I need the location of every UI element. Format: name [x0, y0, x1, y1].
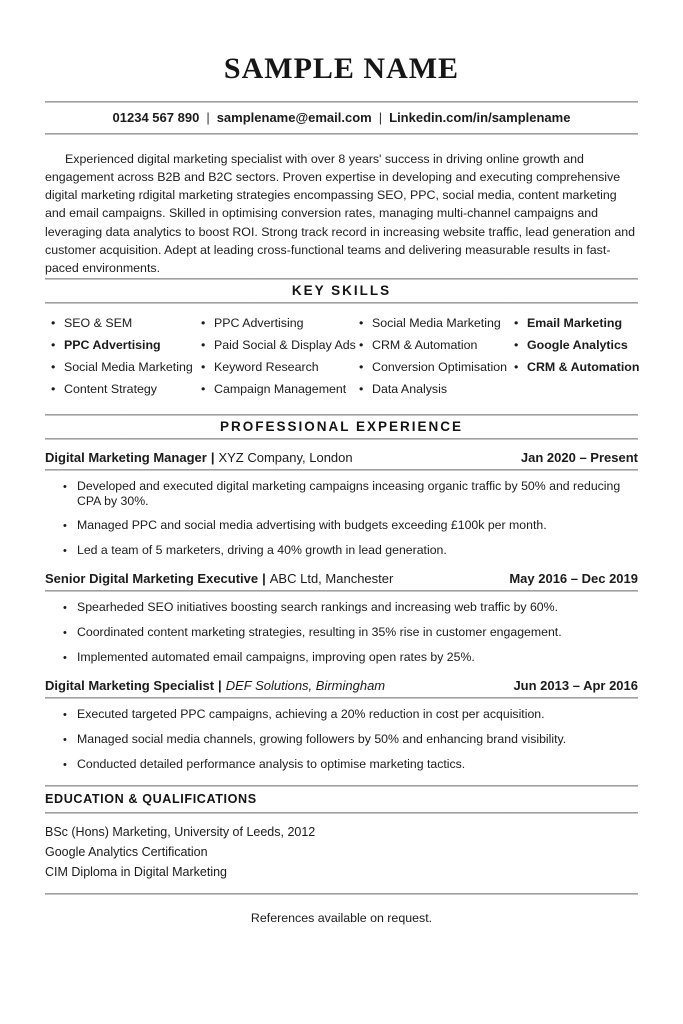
bullet-icon: • [201, 381, 206, 396]
candidate-name: SAMPLE NAME [223, 52, 460, 85]
bullet-text: Spearheded SEO initiatives boosting search rankings and increasing web traffic by 60%. [77, 599, 558, 614]
skills-column-4 [514, 316, 644, 404]
skill-item [51, 338, 201, 360]
summary-paragraph: Experienced digital marketing specialist with over 8 years' success in driving online growth and engagement across B2B and B2C sectors. Proven expertise in developing and executing comprehensive digital marketing rdigital marketing strategies encompassing SEO, PPC, social media, content marketing and email campaigns. Skilled in optimising conversion rates, managing multi-channel campaigns and leveraging data analytics to boost ROI. Strong track record in increasing website traffic, lead generation and customer acquisition. Adept at leading cross-functional teams and delivering measurable results in fast-paced environments. [45, 151, 636, 276]
contact-separator: | [378, 109, 383, 125]
experience-list [45, 440, 638, 773]
skill-item [359, 382, 514, 404]
job-separator: | [218, 677, 222, 693]
job-separator: | [262, 570, 266, 586]
key-skills-heading: KEY SKILLS [291, 282, 392, 298]
bullet-icon: • [63, 626, 67, 639]
job-company: ABC Ltd, Manchester [269, 570, 394, 586]
bullet-icon: • [63, 519, 67, 532]
skill-label: Keyword Research [214, 359, 319, 374]
skill-label: PPC Advertising [214, 315, 304, 330]
job-bullet [63, 650, 638, 666]
skills-column-1 [51, 316, 201, 404]
job-separator: | [210, 449, 215, 465]
bullet-icon: • [63, 601, 67, 614]
bullet-icon: • [63, 758, 67, 771]
contact-line [45, 103, 638, 133]
job-title-company [45, 571, 393, 586]
bullet-icon: • [51, 381, 56, 396]
bullet-icon: • [514, 337, 519, 352]
skill-item [201, 360, 359, 382]
job-entry-1 [45, 450, 638, 559]
education-item: CIM Diploma in Digital Marketing [45, 864, 228, 879]
bullet-icon: • [51, 315, 56, 330]
references-note: References available on request. [250, 910, 433, 925]
resume-document [45, 0, 638, 925]
phone-number: 01234 567 890 [112, 109, 200, 125]
bullet-text: Implemented automated email campaigns, improving open rates by 25%. [77, 649, 475, 664]
skill-item [51, 316, 201, 338]
skills-column-2 [201, 316, 359, 404]
skill-label: CRM & Automation [372, 337, 478, 352]
job-company: XYZ Company, London [218, 449, 353, 465]
bullet-icon: • [63, 708, 67, 721]
bullet-icon: • [201, 359, 206, 374]
job-bullet [63, 479, 638, 509]
skill-item [201, 382, 359, 404]
job-bullet [63, 707, 638, 723]
bullet-text: Managed social media channels, growing followers by 50% and enhancing brand visibility. [77, 731, 567, 746]
job-dates: May 2016 – Dec 2019 [509, 570, 638, 586]
bullet-icon: • [51, 337, 56, 352]
skill-label: PPC Advertising [64, 337, 161, 352]
job-bullet [63, 543, 638, 559]
bullet-icon: • [359, 381, 364, 396]
education-list [45, 814, 638, 893]
bullet-icon: • [201, 315, 206, 330]
contact-separator: | [206, 109, 210, 125]
email-address: samplename@email.com [216, 109, 372, 125]
skill-item [201, 316, 359, 338]
job-bullet [63, 625, 638, 641]
divider-above-references [45, 893, 638, 895]
job-entry-2 [45, 571, 638, 666]
job-title-company [45, 678, 385, 693]
skill-label: Campaign Management [214, 381, 347, 396]
skill-label: CRM & Automation [527, 359, 640, 374]
bullet-text: Managed PPC and social media advertising with budgets exceeding £100k per month. [77, 517, 547, 532]
bullet-icon: • [63, 544, 67, 557]
bullet-icon: • [63, 480, 67, 493]
bullet-text: Coordinated content marketing strategies, resulting in 35% rise in customer engagement. [77, 624, 562, 639]
skill-label: Content Strategy [64, 381, 157, 396]
skill-item [201, 338, 359, 360]
bullet-text: Led a team of 5 marketers, driving a 40% growth in lead generation. [77, 542, 447, 557]
skills-column-3 [359, 316, 514, 404]
job-dates: Jun 2013 – Apr 2016 [513, 677, 638, 693]
skill-label: Data Analysis [372, 381, 448, 396]
bullet-icon: • [51, 359, 56, 374]
bullet-icon: • [514, 359, 519, 374]
job-bullet-list [45, 471, 638, 559]
skill-item [51, 360, 201, 382]
skill-label: SEO & SEM [64, 315, 133, 330]
skill-item [514, 338, 644, 360]
skill-item [51, 382, 201, 404]
job-header [45, 678, 638, 693]
job-company: DEF Solutions, Birmingham [225, 677, 386, 693]
bullet-icon: • [63, 733, 67, 746]
bullet-text: Conducted detailed performance analysis to optimise marketing tactics. [77, 756, 466, 771]
education-heading: EDUCATION & QUALIFICATIONS [45, 791, 257, 806]
job-header [45, 450, 638, 465]
job-dates: Jan 2020 – Present [520, 449, 638, 465]
bullet-icon: • [201, 337, 206, 352]
job-title: Digital Marketing Manager [45, 449, 207, 465]
skill-label: Social Media Marketing [64, 359, 193, 374]
job-title: Senior Digital Marketing Executive [45, 570, 259, 586]
skill-label: Conversion Optimisation [372, 359, 507, 374]
job-bullet [63, 518, 638, 534]
job-header [45, 571, 638, 586]
job-bullet [63, 757, 638, 773]
bullet-icon: • [359, 315, 364, 330]
skill-item [359, 338, 514, 360]
experience-heading: PROFESSIONAL EXPERIENCE [219, 418, 464, 434]
job-title: Digital Marketing Specialist [45, 677, 215, 693]
job-title-company [45, 450, 353, 465]
skill-label: Paid Social & Display Ads [214, 337, 356, 352]
bullet-icon: • [359, 359, 364, 374]
job-bullet-list [45, 699, 638, 773]
skill-label: Google Analytics [527, 337, 628, 352]
job-bullet-list [45, 592, 638, 666]
skill-label: Email Marketing [527, 315, 623, 330]
key-skills-grid [45, 304, 638, 414]
bullet-text: Executed targeted PPC campaigns, achieving a 20% reduction in cost per acquisition. [77, 706, 545, 721]
bullet-icon: • [359, 337, 364, 352]
linkedin-url: Linkedin.com/in/samplename [389, 109, 571, 125]
bullet-icon: • [514, 315, 519, 330]
skill-item [514, 316, 644, 338]
job-bullet [63, 732, 638, 748]
education-item: Google Analytics Certification [45, 844, 208, 859]
skill-label: Social Media Marketing [372, 315, 501, 330]
skill-item [514, 360, 644, 382]
skill-item [359, 360, 514, 382]
bullet-text: Developed and executed digital marketing campaigns inceasing organic traffic by 50% and reducing CPA by 30%. [77, 478, 621, 508]
job-entry-3 [45, 678, 638, 773]
education-item: BSc (Hons) Marketing, University of Leeds, 2012 [45, 824, 316, 839]
divider-under-contact [45, 133, 638, 135]
job-bullet [63, 600, 638, 616]
bullet-icon: • [63, 651, 67, 664]
skill-item [359, 316, 514, 338]
